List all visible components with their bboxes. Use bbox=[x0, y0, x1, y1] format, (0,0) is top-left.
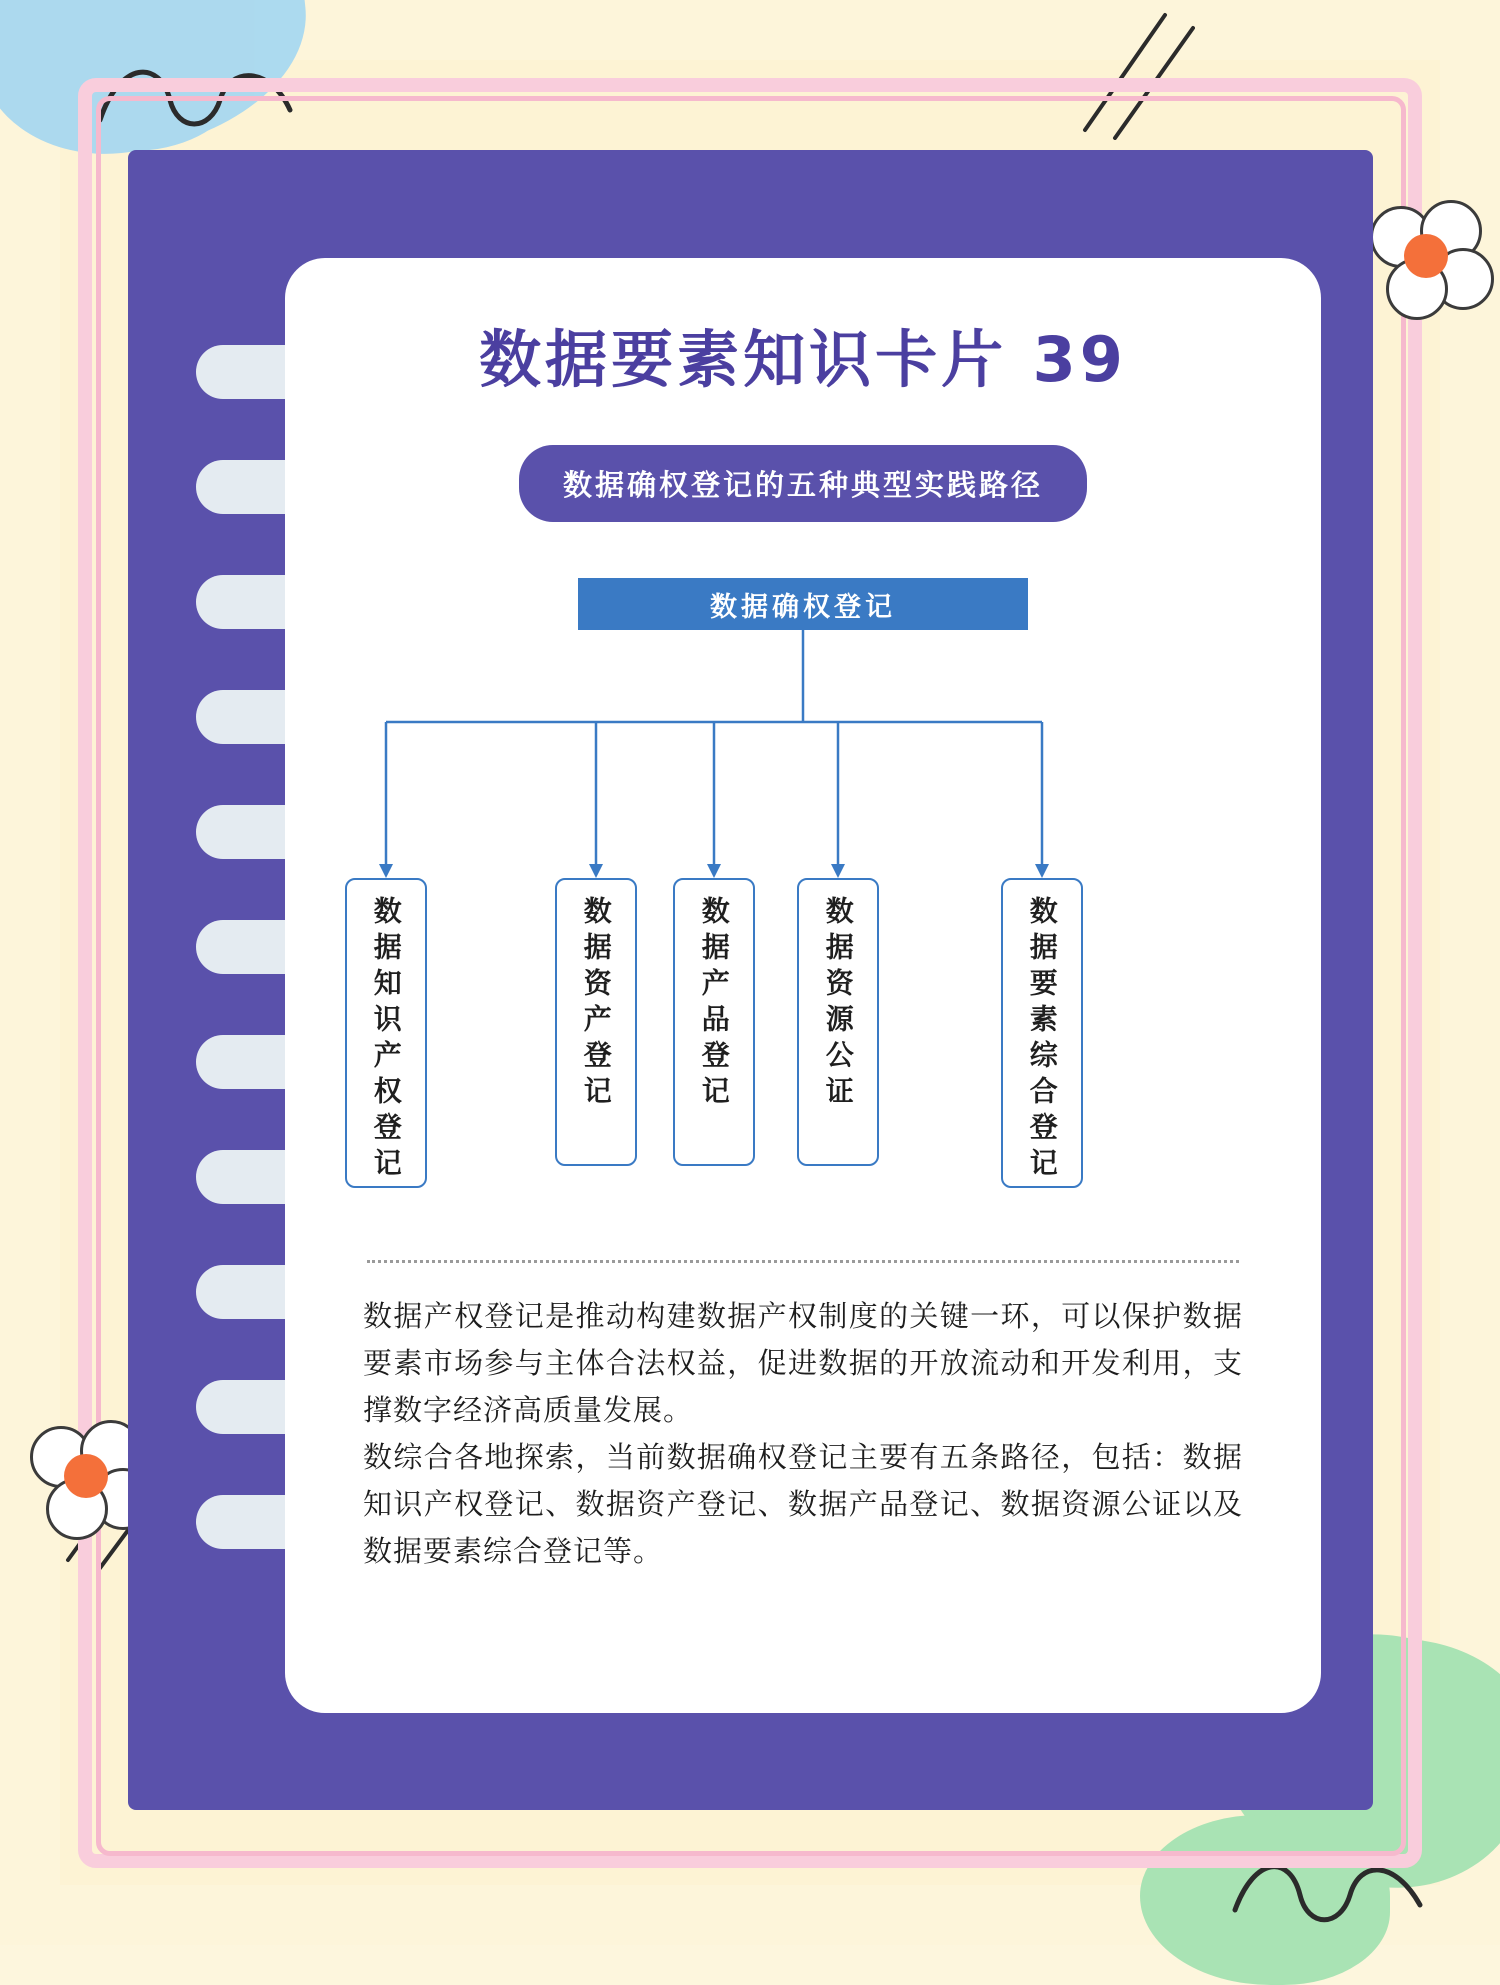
diagram-leaf-label: 数据知识产权登记 bbox=[369, 896, 403, 1184]
card-paper bbox=[285, 258, 1321, 1713]
body-text bbox=[363, 1293, 1243, 1575]
page-title: 数据要素知识卡片 39 bbox=[479, 323, 1127, 396]
diagram-leaf-label: 数据资源公证 bbox=[821, 896, 855, 1112]
org-diagram bbox=[323, 578, 1283, 1238]
diagram-leaf-label: 数据资产登记 bbox=[579, 896, 613, 1112]
subtitle-row bbox=[285, 445, 1321, 522]
diagram-leaf-label: 数据要素综合登记 bbox=[1025, 896, 1059, 1184]
diagram-leaf-node bbox=[555, 878, 637, 1166]
diagram-root-node: 数据确权登记 bbox=[578, 578, 1028, 630]
body-paragraph-1: 数据产权登记是推动构建数据产权制度的关键一环，可以保护数据要素市场参与主体合法权益，促进数据的开放流动和开发利用，支撑数字经济高质量发展。 bbox=[363, 1299, 1243, 1427]
diagram-leaf-node bbox=[797, 878, 879, 1166]
diagram-leaf-node bbox=[673, 878, 755, 1166]
flower-decoration-top-right bbox=[1370, 200, 1490, 320]
diagram-leaf-label: 数据产品登记 bbox=[697, 896, 731, 1112]
diagram-connectors bbox=[323, 630, 1283, 880]
diagram-leaf-node bbox=[345, 878, 427, 1188]
subtitle-pill: 数据确权登记的五种典型实践路径 bbox=[519, 445, 1087, 522]
dotted-divider bbox=[367, 1260, 1239, 1263]
diagram-leaf-node bbox=[1001, 878, 1083, 1188]
body-paragraph-2: 数综合各地探索，当前数据确权登记主要有五条路径，包括：数据知识产权登记、数据资产登记、数据产品登记、数据资源公证以及数据要素综合登记等。 bbox=[363, 1439, 1243, 1568]
